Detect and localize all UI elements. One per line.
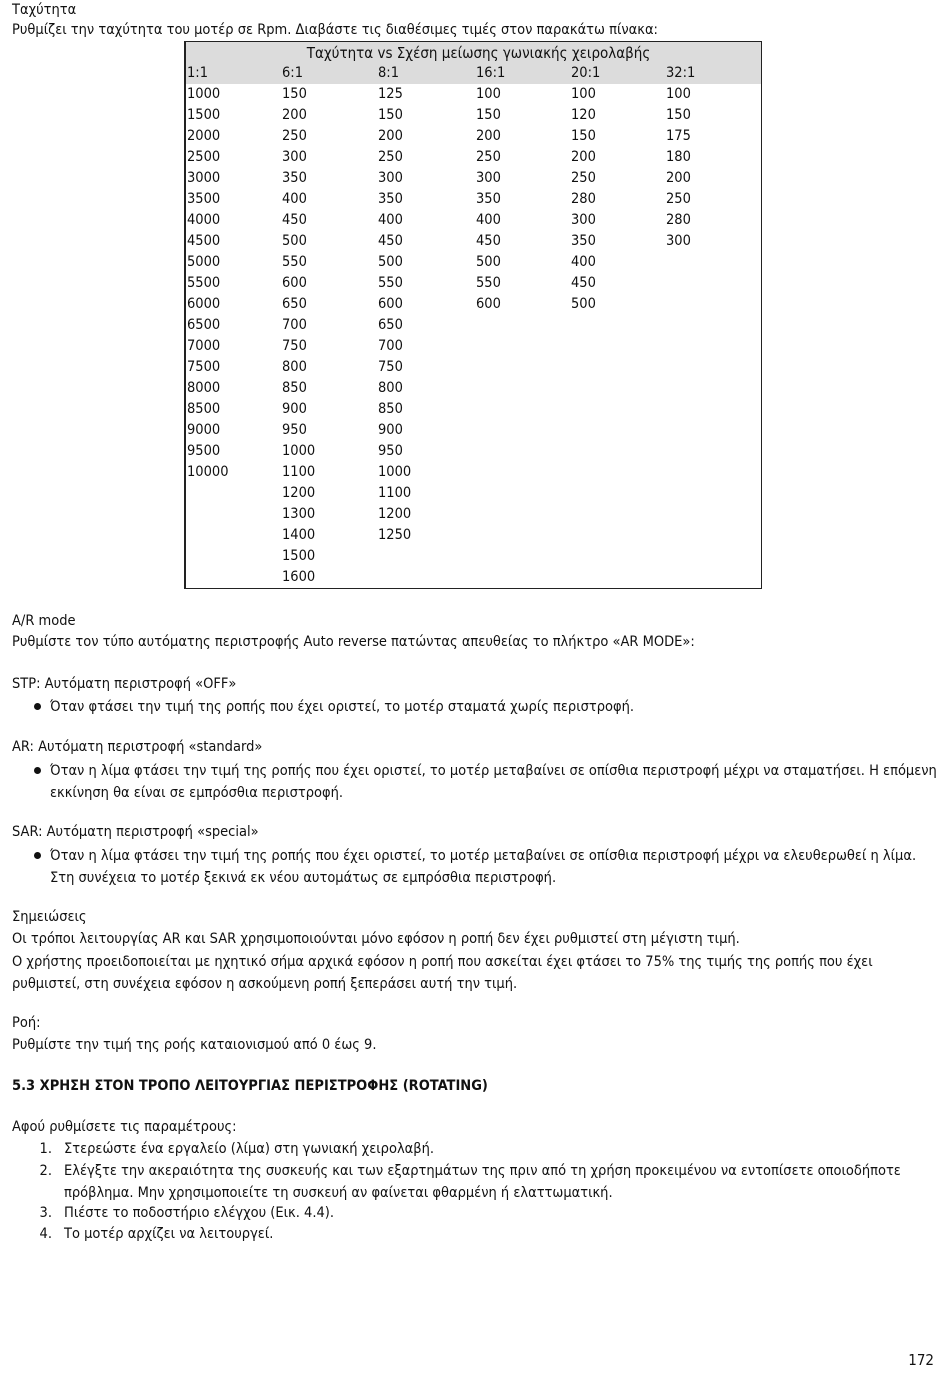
table-column-headers	[186, 63, 761, 84]
table-cell: 10000	[187, 464, 229, 480]
column-header: 8:1	[378, 65, 399, 81]
table-cell: 550	[476, 275, 501, 291]
table-cell: 3000	[187, 170, 221, 186]
table-cell: 2500	[187, 149, 221, 165]
step-text: Στερεώστε ένα εργαλείο (λίμα) στη γωνιακή χειρολαβή.	[64, 1141, 434, 1157]
table-cell: 1100	[378, 485, 412, 501]
table-cell: 750	[378, 359, 403, 375]
table-cell: 700	[282, 317, 307, 333]
section-intro: Αφού ρυθμίσετε τις παραμέτρους:	[12, 1119, 237, 1135]
table-cell: 500	[476, 254, 501, 270]
table-cell: 3500	[187, 191, 221, 207]
table-cell: 150	[666, 107, 691, 123]
table-cell: 100	[666, 86, 691, 102]
table-cell: 175	[666, 128, 691, 144]
table-row	[186, 231, 761, 252]
flow-heading: Ροή:	[12, 1015, 41, 1031]
table-cell: 9500	[187, 443, 221, 459]
bullet-icon	[34, 703, 41, 710]
notes-heading: Σημειώσεις	[12, 909, 87, 925]
ar-heading: AR: Αυτόματη περιστροφή «standard»	[12, 739, 263, 755]
speed-heading: Ταχύτητα	[12, 2, 77, 18]
column-header: 16:1	[476, 65, 506, 81]
bullet-icon	[34, 852, 41, 859]
table-cell: 1300	[282, 506, 316, 522]
notes-line-1: Οι τρόποι λειτουργίας AR και SAR χρησιμοποιούνται μόνο εφόσον η ροπή δεν έχει ρυθμιστεί στη μέγιστη τιμή.	[12, 931, 740, 947]
notes-line-2: Ο χρήστης προειδοποιείται με ηχητικό σήμα αρχικά εφόσον η ροπή που ασκείται έχει φτάσει το 75% της τιμής της ροπής που έχει ρυθμιστεί, στη συνέχεια εφόσον η ασκούμενη ροπή ξεπεράσει αυτή την τιμή.	[12, 954, 873, 992]
table-cell: 450	[378, 233, 403, 249]
step-text: Πιέστε το ποδοστήριο ελέγχου (Εικ. 4.4).	[64, 1205, 334, 1221]
step-item	[36, 1139, 936, 1160]
table-cell: 350	[378, 191, 403, 207]
flow-text: Ρυθμίστε την τιμή της ροής καταιονισμού από 0 έως 9.	[12, 1037, 377, 1053]
table-cell: 400	[378, 212, 403, 228]
table-cell: 350	[282, 170, 307, 186]
table-row	[186, 462, 761, 483]
step-item	[36, 1203, 936, 1224]
table-cell: 120	[571, 107, 596, 123]
table-cell: 800	[282, 359, 307, 375]
table-cell: 900	[378, 422, 403, 438]
section-title: 5.3 ΧΡΗΣΗ ΣΤΟΝ ΤΡΟΠΟ ΛΕΙΤΟΥΡΓΙΑΣ ΠΕΡΙΣΤΡΟΦΗΣ (ROTATING)	[12, 1078, 488, 1094]
step-number: 3.	[39, 1205, 52, 1221]
table-cell: 8000	[187, 380, 221, 396]
table-cell: 450	[571, 275, 596, 291]
ar-mode-intro: Ρυθμίστε τον τύπο αυτόματης περιστροφής Auto reverse πατώντας απευθείας το πλήκτρο «AR MODE»:	[12, 634, 695, 650]
table-cell: 800	[378, 380, 403, 396]
table-cell: 650	[378, 317, 403, 333]
table-row	[186, 336, 761, 357]
ar-bullet	[34, 760, 944, 804]
table-cell: 1000	[187, 86, 221, 102]
table-cell: 500	[378, 254, 403, 270]
table-row	[186, 441, 761, 462]
table-row	[186, 294, 761, 315]
table-cell: 400	[282, 191, 307, 207]
step-number: 2.	[39, 1163, 52, 1179]
table-cell: 1000	[378, 464, 412, 480]
table-cell: 250	[666, 191, 691, 207]
table-cell: 5500	[187, 275, 221, 291]
table-row	[186, 546, 761, 567]
table-cell: 1600	[282, 569, 316, 585]
table-cell: 280	[666, 212, 691, 228]
table-cell: 280	[571, 191, 596, 207]
table-cell: 7000	[187, 338, 221, 354]
table-row	[186, 357, 761, 378]
table-row	[186, 210, 761, 231]
table-row	[186, 168, 761, 189]
stp-heading: STP: Αυτόματη περιστροφή «OFF»	[12, 676, 237, 692]
table-cell: 1400	[282, 527, 316, 543]
table-cell: 300	[666, 233, 691, 249]
table-row	[186, 315, 761, 336]
table-cell: 300	[476, 170, 501, 186]
table-cell: 250	[378, 149, 403, 165]
table-cell: 450	[476, 233, 501, 249]
table-row	[186, 252, 761, 273]
step-number: 1.	[39, 1141, 52, 1157]
table-cell: 2000	[187, 128, 221, 144]
table-cell: 750	[282, 338, 307, 354]
table-row	[186, 420, 761, 441]
bullet-text: Όταν φτάσει την τιμή της ροπής που έχει οριστεί, το μοτέρ σταματά χωρίς περιστροφή.	[50, 699, 635, 715]
table-cell: 200	[378, 128, 403, 144]
table-cell: 1100	[282, 464, 316, 480]
stp-bullet	[34, 696, 944, 718]
table-cell: 200	[282, 107, 307, 123]
step-item	[36, 1224, 936, 1245]
table-cell: 1200	[282, 485, 316, 501]
table-cell: 350	[571, 233, 596, 249]
table-row	[186, 399, 761, 420]
table-cell: 9000	[187, 422, 221, 438]
table-cell: 7500	[187, 359, 221, 375]
table-header	[186, 42, 761, 84]
table-cell: 600	[282, 275, 307, 291]
step-text: Το μοτέρ αρχίζει να λειτουργεί.	[64, 1226, 274, 1242]
table-cell: 8500	[187, 401, 221, 417]
table-row	[186, 126, 761, 147]
ar-mode-heading: A/R mode	[12, 613, 76, 629]
table-cell: 6000	[187, 296, 221, 312]
table-cell: 700	[378, 338, 403, 354]
table-row	[186, 567, 761, 588]
table-cell: 100	[476, 86, 501, 102]
table-cell: 900	[282, 401, 307, 417]
table-cell: 300	[378, 170, 403, 186]
table-cell: 250	[571, 170, 596, 186]
bullet-text: Όταν η λίμα φτάσει την τιμή της ροπής που έχει οριστεί, το μοτέρ μεταβαίνει σε οπίσθια περιστροφή μέχρι να σταματήσει. Η επόμενη εκκίνηση θα είναι σε εμπρόσθια περιστροφή.	[50, 763, 937, 801]
table-cell: 950	[282, 422, 307, 438]
table-row	[186, 84, 761, 105]
page-number: 172	[908, 1351, 934, 1369]
table-row	[186, 504, 761, 525]
table-cell: 550	[282, 254, 307, 270]
table-cell: 125	[378, 86, 403, 102]
table-row	[186, 105, 761, 126]
table-cell: 450	[282, 212, 307, 228]
table-cell: 150	[282, 86, 307, 102]
table-row	[186, 189, 761, 210]
table-row	[186, 483, 761, 504]
table-cell: 950	[378, 443, 403, 459]
table-row	[186, 525, 761, 546]
speed-ratio-table	[184, 41, 762, 589]
column-header: 6:1	[282, 65, 303, 81]
step-text: Ελέγξτε την ακεραιότητα της συσκευής και των εξαρτημάτων της πριν από τη χρήση προκειμένου να εντοπίσετε οποιοδήποτε πρόβλημα. Μην χρησιμοποιείτε τη συσκευή αν φαίνεται φθαρμένη ή ελαττωματική.	[64, 1163, 901, 1201]
speed-intro: Ρυθμίζει την ταχύτητα του μοτέρ σε Rpm. Διαβάστε τις διαθέσιμες τιμές στον παρακάτω πίνακα:	[12, 22, 658, 38]
table-cell: 500	[282, 233, 307, 249]
table-cell: 1000	[282, 443, 316, 459]
table-cell: 1200	[378, 506, 412, 522]
table-cell: 1500	[282, 548, 316, 564]
sar-bullet	[34, 845, 944, 889]
table-cell: 300	[282, 149, 307, 165]
table-cell: 100	[571, 86, 596, 102]
table-cell: 180	[666, 149, 691, 165]
table-cell: 250	[476, 149, 501, 165]
table-cell: 400	[476, 212, 501, 228]
table-cell: 4000	[187, 212, 221, 228]
table-cell: 250	[282, 128, 307, 144]
table-row	[186, 147, 761, 168]
step-number: 4.	[39, 1226, 52, 1242]
bullet-text: Όταν η λίμα φτάσει την τιμή της ροπής που έχει οριστεί, το μοτέρ μεταβαίνει σε οπίσθια περιστροφή μέχρι να ελευθερωθεί η λίμα. Στη συνέχεια το μοτέρ ξεκινά εκ νέου αυτομάτως σε εμπρόσθια περιστροφή.	[50, 848, 917, 886]
sar-heading: SAR: Αυτόματη περιστροφή «special»	[12, 824, 259, 840]
table-cell: 5000	[187, 254, 221, 270]
column-header: 32:1	[666, 65, 696, 81]
table-cell: 600	[476, 296, 501, 312]
table-cell: 1500	[187, 107, 221, 123]
table-cell: 150	[378, 107, 403, 123]
table-cell: 150	[476, 107, 501, 123]
table-cell: 6500	[187, 317, 221, 333]
table-cell: 300	[571, 212, 596, 228]
table-cell: 850	[282, 380, 307, 396]
table-cell: 150	[571, 128, 596, 144]
table-cell: 400	[571, 254, 596, 270]
table-cell: 200	[476, 128, 501, 144]
table-row	[186, 273, 761, 294]
table-row	[186, 378, 761, 399]
table-cell: 200	[571, 149, 596, 165]
column-header: 1:1	[187, 65, 208, 81]
table-cell: 550	[378, 275, 403, 291]
table-cell: 600	[378, 296, 403, 312]
table-cell: 4500	[187, 233, 221, 249]
table-title: Ταχύτητα vs Σχέση μείωσης γωνιακής χειρολαβής	[306, 44, 651, 62]
table-cell: 850	[378, 401, 403, 417]
table-cell: 1250	[378, 527, 412, 543]
step-item	[36, 1160, 936, 1204]
bullet-icon	[34, 767, 41, 774]
table-cell: 200	[666, 170, 691, 186]
table-cell: 350	[476, 191, 501, 207]
column-header: 20:1	[571, 65, 601, 81]
table-cell: 650	[282, 296, 307, 312]
table-cell: 500	[571, 296, 596, 312]
